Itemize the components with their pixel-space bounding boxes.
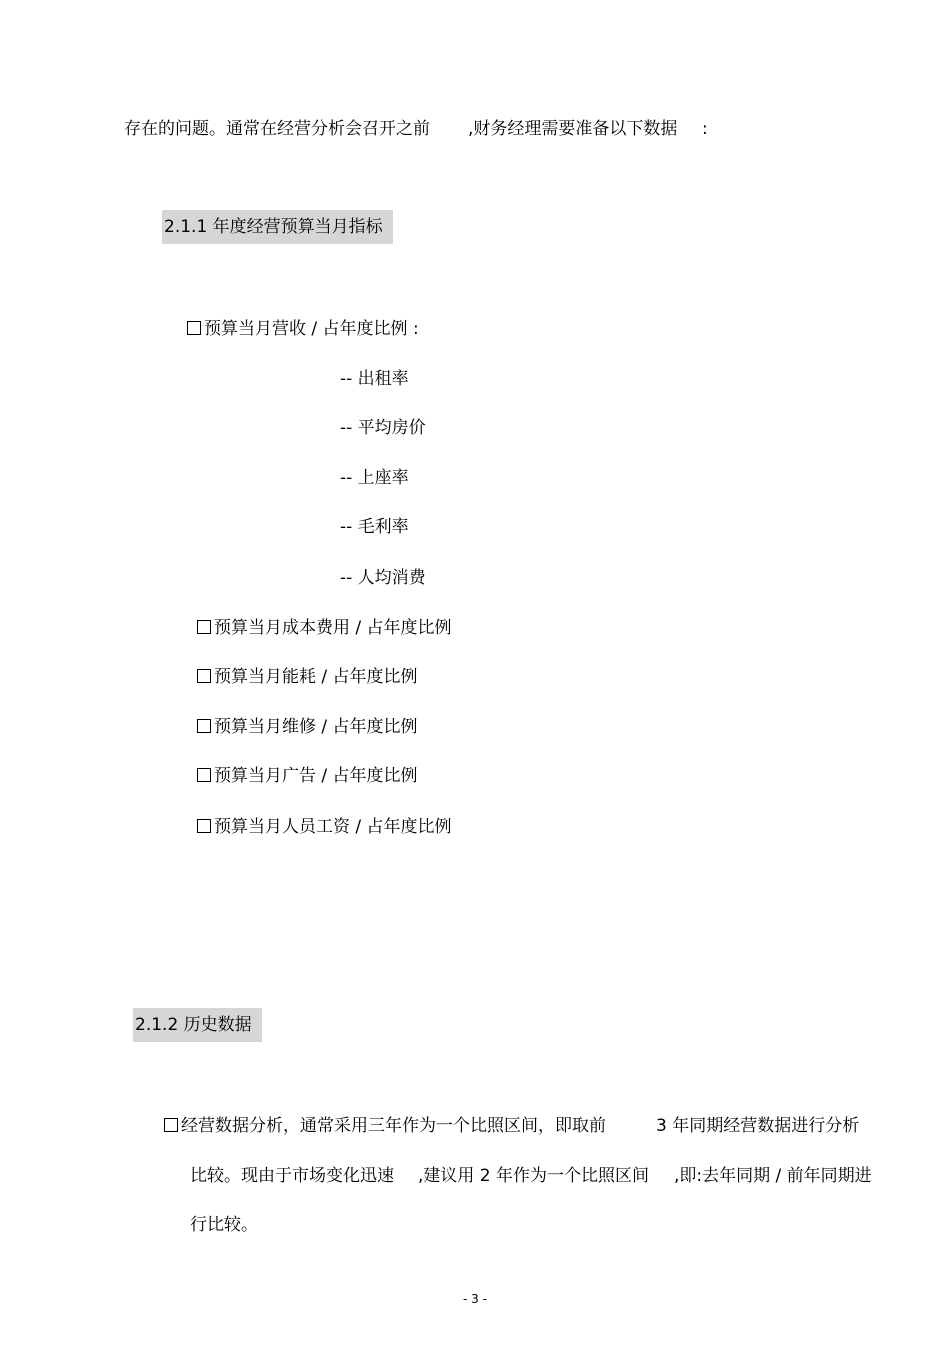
intro-text-part1: 存在的问题。通常在经营分析会召开之前 xyxy=(124,119,430,139)
page-number: - 3 - xyxy=(463,1292,487,1306)
section-heading-2-1-2: 2.1.2 历史数据 xyxy=(133,1008,262,1042)
history-paragraph-line3: 行比较。 xyxy=(190,1215,258,1235)
budget-item-label: 预算当月人员工资 / 占年度比例 xyxy=(214,817,452,837)
history-paragraph-text: 经营数据分析，通常采用三年作为一个比照区间，即取前 xyxy=(181,1116,606,1136)
history-paragraph-line2c: ,即:去年同期 / 前年同期进 xyxy=(674,1166,872,1186)
checkbox-square-icon xyxy=(187,321,201,335)
budget-item-label: 预算当月能耗 / 占年度比例 xyxy=(214,667,418,687)
budget-item-label: 预算当月成本费用 / 占年度比例 xyxy=(214,618,452,638)
sub-item: -- 上座率 xyxy=(340,468,409,488)
history-paragraph-line2a: 比较。现由于市场变化迅速 xyxy=(190,1166,394,1186)
intro-text-part3: : xyxy=(702,119,708,139)
budget-item xyxy=(197,617,452,639)
budget-item xyxy=(197,816,452,838)
checkbox-square-icon xyxy=(164,1118,178,1132)
budget-item-label: 预算当月营收 / 占年度比例 : xyxy=(204,319,419,339)
sub-item: -- 人均消费 xyxy=(340,568,426,588)
budget-item-label: 预算当月维修 / 占年度比例 xyxy=(214,717,418,737)
sub-item: -- 出租率 xyxy=(340,369,409,389)
history-paragraph-line2b: ,建议用 2 年作为一个比照区间 xyxy=(418,1166,650,1186)
budget-item-label: 预算当月广告 / 占年度比例 xyxy=(214,766,418,786)
section-heading-2-1-1: 2.1.1 年度经营预算当月指标 xyxy=(162,210,393,244)
sub-item: -- 毛利率 xyxy=(340,517,409,537)
budget-item xyxy=(197,666,418,688)
sub-item: -- 平均房价 xyxy=(340,418,426,438)
budget-item xyxy=(187,318,419,340)
checkbox-square-icon xyxy=(197,768,211,782)
budget-item xyxy=(197,765,418,787)
checkbox-square-icon xyxy=(197,819,211,833)
checkbox-square-icon xyxy=(197,719,211,733)
budget-item xyxy=(197,716,418,738)
checkbox-square-icon xyxy=(197,620,211,634)
history-paragraph-line1a xyxy=(164,1115,606,1137)
checkbox-square-icon xyxy=(197,669,211,683)
history-paragraph-line1b: 3 年同期经营数据进行分析 xyxy=(656,1116,860,1136)
intro-text-part2: ,财务经理需要准备以下数据 xyxy=(468,119,678,139)
